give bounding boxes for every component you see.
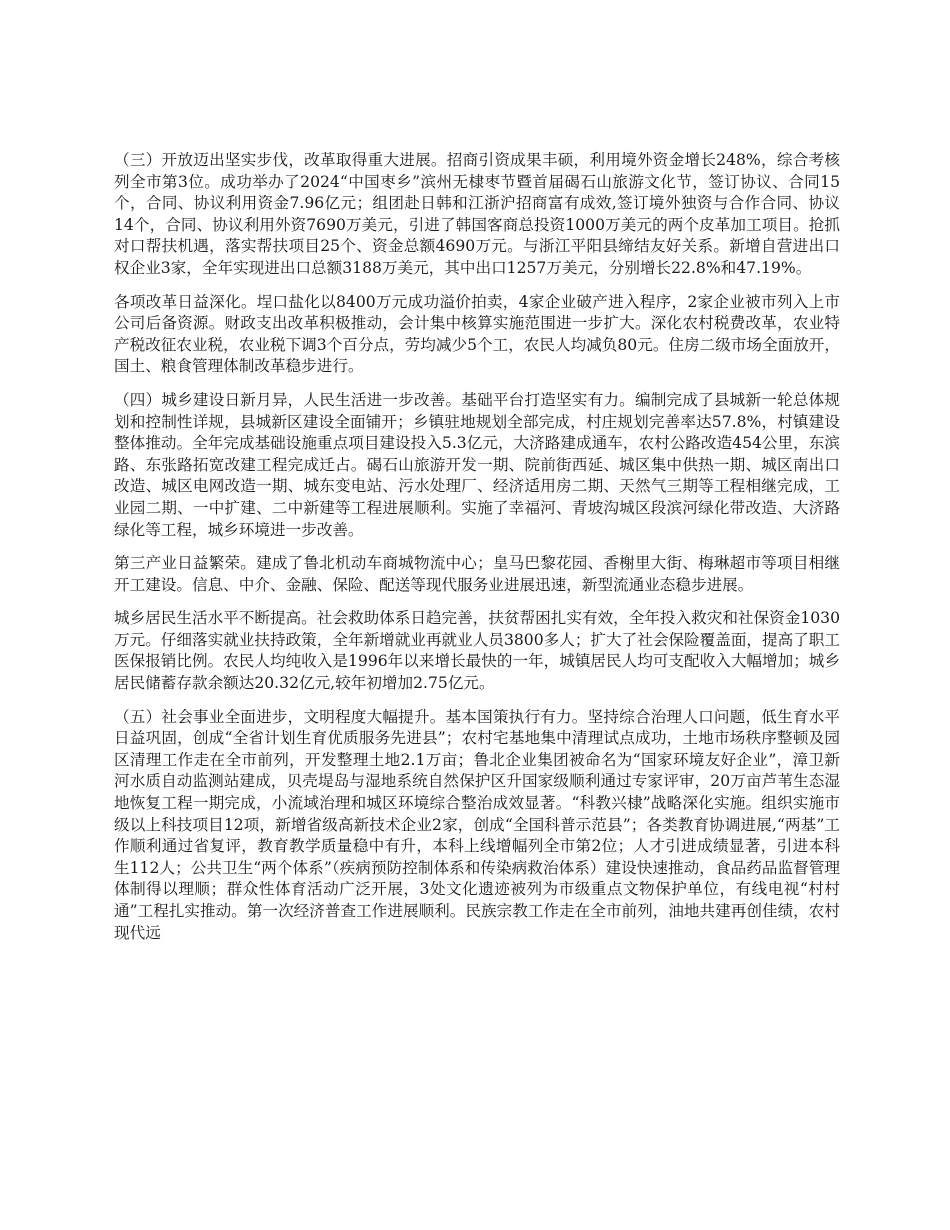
paragraph-urban-rural-construction: （四）城乡建设日新月异，人民生活进一步改善。基础平台打造坚实有力。编制完成了县城新一轮总体规划和控制性详规，县城新区建设全面铺开；乡镇驻地规划全部完成，村庄规划完善率达57.8%，村镇建设整体推动。全年完成基础设施重点项目建设投入5.3亿元，大济路建成通车，农村公路改造454公里，东滨路、东张路拓宽改建工程完成迁占。碣石山旅游开发一期、院前街西延、城区集中供热一期、城区南出口改造、城区电网改造一期、城东变电站、污水处理厂、经济适用房二期、天然气三期等工程相继完成，工业园二期、一中扩建、二中新建等工程进展顺利。实施了幸福河、青坡沟城区段滨河绿化带改造、大济路绿化等工程，城乡环境进一步改善。 bbox=[114, 390, 840, 539]
paragraph-living-standards: 城乡居民生活水平不断提高。社会救助体系日趋完善，扶贫帮困扎实有效，全年投入救灾和社保资金1030万元。仔细落实就业扶持政策，全年新增就业再就业人员3800多人；扩大了社会保险覆盖面，提高了职工医保报销比例。农民人均纯收入是1996年以来增长最快的一年，城镇居民人均可支配收入大幅增加；城乡居民储蓄存款余额达20.32亿元,较年初增加2.75亿元。 bbox=[114, 609, 840, 693]
paragraph-tertiary-industry: 第三产业日益繁荣。建成了鲁北机动车商城物流中心；皇马巴黎花园、香榭里大街、梅琳超市等项目相继开工建设。信息、中介、金融、保险、配送等现代服务业进展迅速，新型流通业态稳步进展。 bbox=[114, 554, 840, 594]
paragraph-opening-up: （三）开放迈出坚实步伐，改革取得重大进展。招商引资成果丰硕，利用境外资金增长248%，综合考核列全市第3位。成功举办了2024“中国枣乡”滨州无棣枣节暨首届碣石山旅游文化节，签订协议、合同15个，合同、协议利用资金7.96亿元；组团赴日韩和江浙沪招商富有成效,签订境外独资与合作合同、协议14个，合同、协议利用外资7690万美元，引进了韩国客商总投资1000万美元的两个皮革加工项目。抢抓对口帮扶机遇，落实帮扶项目25个、资金总额4690万元。与浙江平阳县缔结友好关系。新增自营进出口权企业3家，全年实现进出口总额3188万美元，其中出口1257万美元，分别增长22.8%和47.19%。 bbox=[114, 151, 840, 277]
paragraph-social-progress: （五）社会事业全面进步，文明程度大幅提升。基本国策执行有力。坚持综合治理人口问题，低生育水平日益巩固，创成“全省计划生育优质服务先进县”；农村宅基地集中清理试点成功，土地市场秩序整顿及园区清理工作走在全市前列，开发整理土地2.1万亩；鲁北企业集团被命名为“国家环境友好企业”，漳卫新河水质自动监测站建成，贝壳堤岛与湿地系统自然保护区升国家级顺利通过专家评审，20万亩芦苇生态湿地恢复工程一期完成，小流域治理和城区环境综合整治成效显著。“科教兴棣”战略深化实施。组织实施市级以上科技项目12项，新增省级高新技术企业2家，创成“全国科普示范县”；各类教育协调进展,“两基”工作顺利通过省复评，教育教学质量稳中有升，本科上线增幅列全市第2位；人才引进成绩显著，引进本科生112人；公共卫生“两个体系”（疾病预防控制体系和传染病救治体系）建设快速推动，食品药品监督管理体制得以理顺；群众性体育活动广泛开展，3处文化遗迹被列为市级重点文物保护单位，有线电视“村村通”工程扎实推动。第一次经济普查工作进展顺利。民族宗教工作走在全市前列，油地共建再创佳绩，农村现代远 bbox=[114, 707, 840, 942]
paragraph-reform: 各项改革日益深化。埕口盐化以8400万元成功溢价拍卖，4家企业破产进入程序，2家企业被市列入上市公司后备资源。财政支出改革积极推动，会计集中核算实施范围进一步扩大。深化农村税费改革，农业特产税改征农业税，农业税下调3个百分点，劳均减少5个工，农民人均减负80元。住房二级市场全面放开，国土、粮食管理体制改革稳步进行。 bbox=[114, 292, 840, 376]
document-body bbox=[114, 150, 840, 956]
